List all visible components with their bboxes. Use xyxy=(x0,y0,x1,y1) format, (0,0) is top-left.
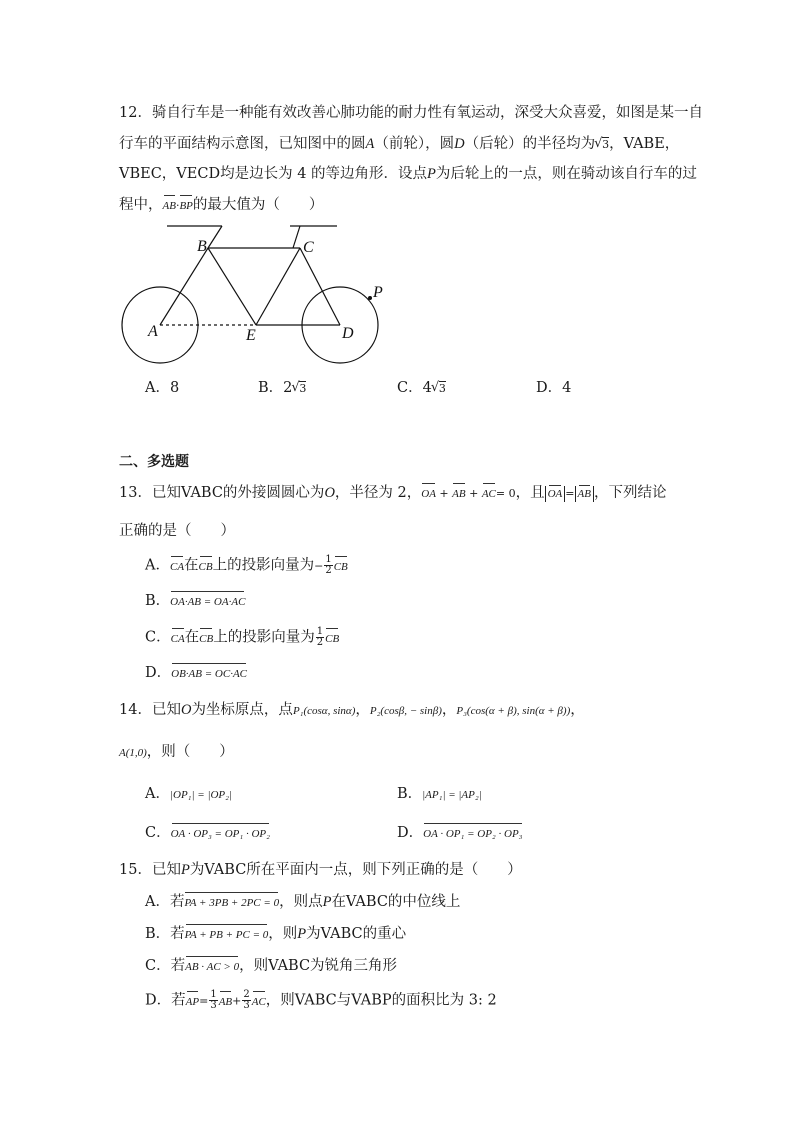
q15-line1: 15．已知P为VABC所在平面内一点，则下列正确的是（ ） xyxy=(119,862,522,878)
q14-line2: A(1,0)，则（ ） xyxy=(119,744,234,760)
q14-option-d[interactable]: D．OA · OP₁ = OP₂ · OP₃ xyxy=(397,823,523,844)
q12-line3: VBEC，VECD均是边长为 4 的等边角形．设点P为后轮上的一点，则在骑动该自行车的过 xyxy=(119,166,697,182)
bicycle-figure xyxy=(115,218,390,368)
edge-ce xyxy=(256,248,300,325)
label-a: A xyxy=(148,323,158,340)
q13-option-d[interactable]: D．OB·AB = OC·AC xyxy=(145,663,247,684)
q12-line2: 行车的平面结构示意图，已知图中的圆A（前轮），圆D（后轮）的半径均为√ 3，VABE， xyxy=(119,134,679,155)
edge-ab xyxy=(160,248,208,325)
q15-option-c[interactable]: C．若AB · AC > 0，则VABC为锐角三角形 xyxy=(145,956,397,977)
point-p xyxy=(368,296,372,300)
q12-option-c[interactable]: C．4√ 3 xyxy=(397,378,446,399)
section-title: 二、多选题 xyxy=(119,454,189,470)
q13-line1: 13．已知VABC的外接圆圆心为O，半径为 2，OA + AB + AC= 0，且 OA = AB ，下列结论 xyxy=(119,483,666,504)
label-p: P xyxy=(373,284,383,301)
q12-line4: 程中，AB·BP的最大值为（ ） xyxy=(119,195,323,216)
q13-option-c[interactable]: C．CA在CB上的投影向量为 $\frac{1}{2}$ CB xyxy=(145,626,340,648)
q14-line1: 14．已知O为坐标原点，点P₁(cosα, sinα)，P₂(cosβ, − sinβ)，P₃(cos(α + β), sin(α + β))， xyxy=(119,702,585,718)
q12-line1: 12．骑自行车是一种能有效改善心肺功能的耐力性有氧运动，深受大众喜爱，如图是某一自 xyxy=(119,105,703,121)
q14-option-c[interactable]: C．OA · OP₃ = OP₁ · OP₂ xyxy=(145,823,270,844)
label-b: B xyxy=(197,238,207,255)
q12-option-b[interactable]: B．2√ 3 xyxy=(258,378,306,399)
q15-option-a[interactable]: A．若PA + 3PB + 2PC = 0，则点P在VABC的中位线上 xyxy=(145,892,460,913)
q15-option-b[interactable]: B．若PA + PB + PC = 0，则P为VABC的重心 xyxy=(145,924,406,945)
label-c: C xyxy=(303,239,314,256)
q15-option-d[interactable]: D．若AP= $\frac{1}{3}$ AB+ $\frac{2}{3}$ AC，则VABC与VABP的面积比为 3: 2 xyxy=(145,989,497,1011)
label-d: D xyxy=(342,325,354,342)
q14-option-a[interactable]: A．|OP₁| = |OP₂| xyxy=(145,786,232,802)
q12-option-d[interactable]: D．4 xyxy=(536,380,572,396)
q13-option-b[interactable]: B．OA·AB = OA·AC xyxy=(145,591,245,612)
q13-option-a[interactable]: A．CA在CB上的投影向量为− $\frac{1}{2}$ CB xyxy=(145,554,348,576)
edge-cd xyxy=(300,248,340,325)
q14-option-b[interactable]: B．|AP₁| = |AP₂| xyxy=(397,786,482,802)
q12-option-a[interactable]: A．8 xyxy=(145,380,180,396)
edge-be xyxy=(208,248,256,325)
label-e: E xyxy=(246,327,256,344)
q13-line2: 正确的是（ ） xyxy=(119,523,235,539)
